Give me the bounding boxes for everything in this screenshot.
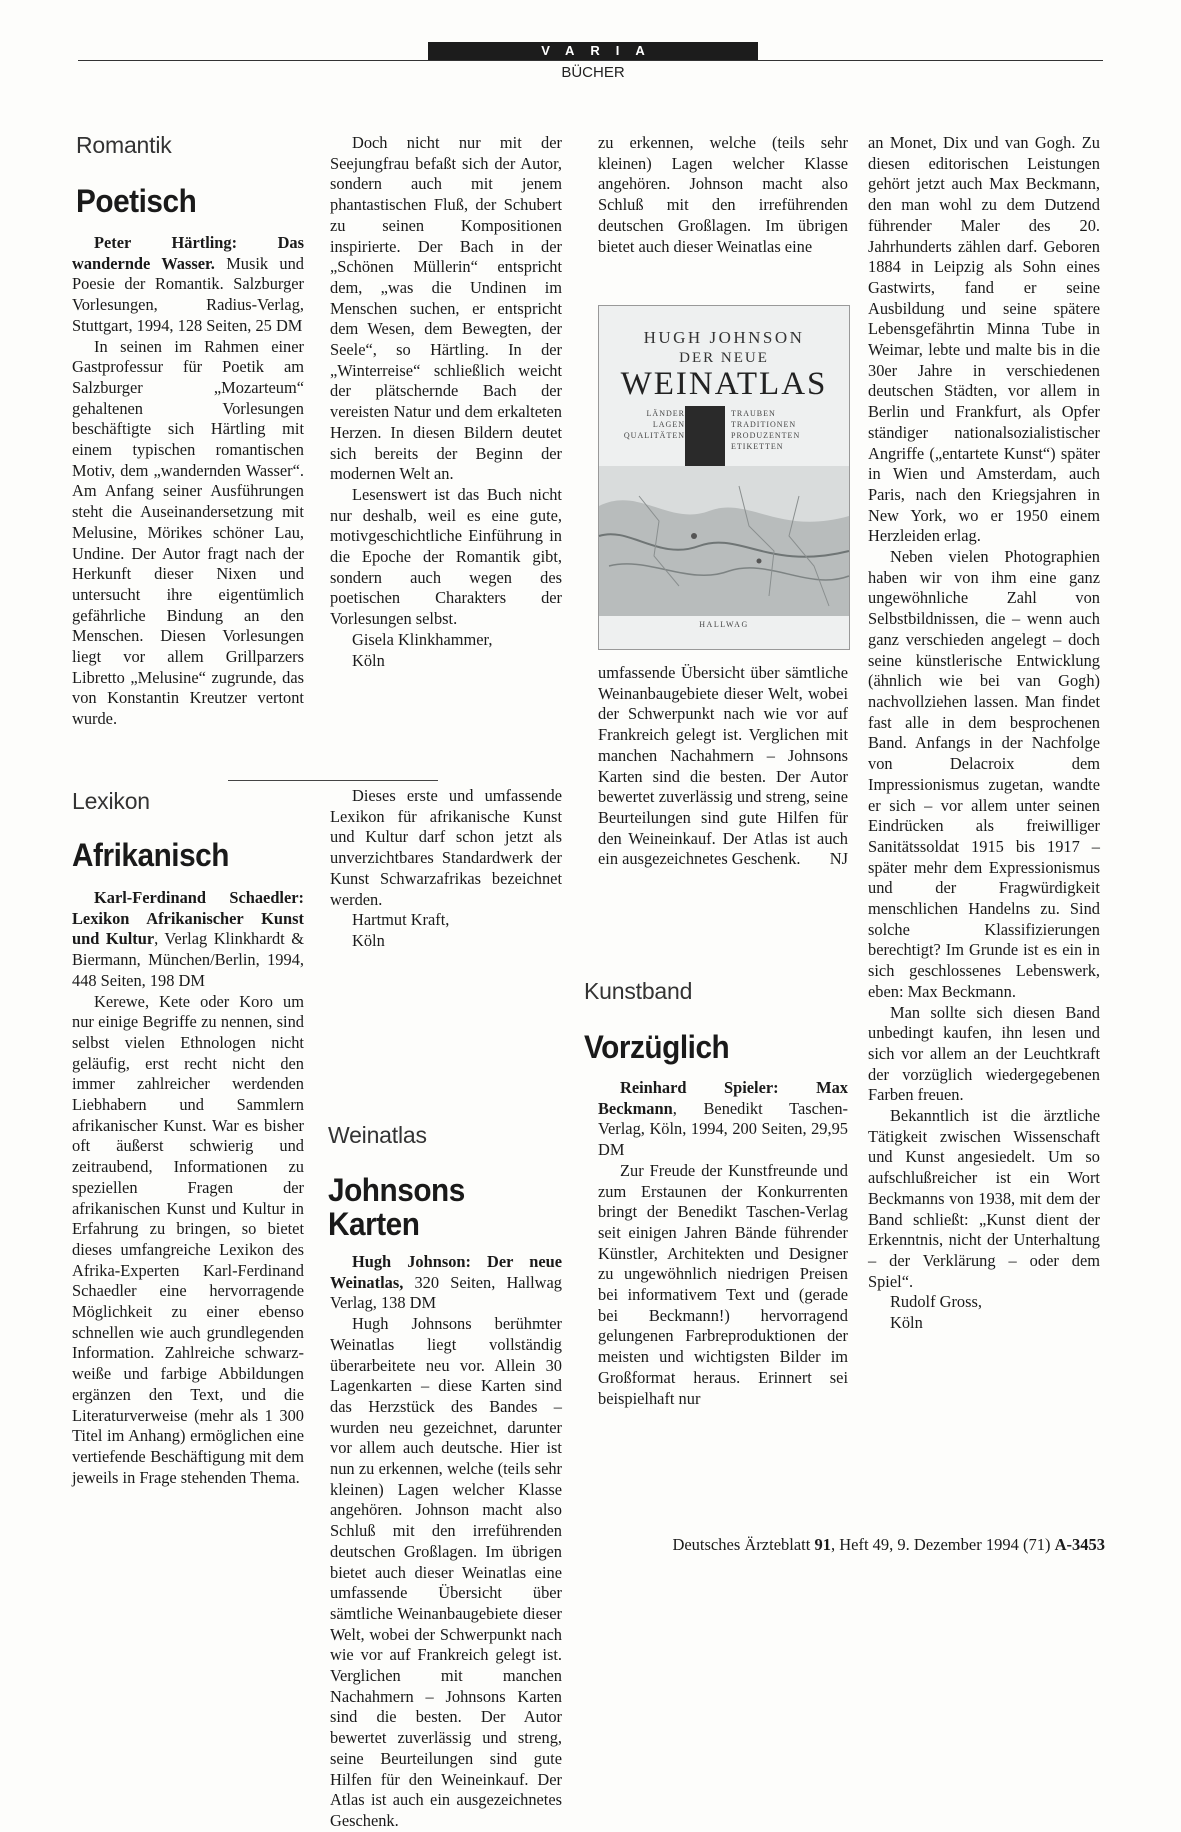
bibliography-weinatlas: Hugh Johnson: Der neue Weinatlas, 320 Seiten, Hallwag Verlag, 138 DM [330,1252,562,1313]
headline-poetisch: Poetisch [76,183,197,219]
author-signature: Hartmut Kraft, [352,910,450,930]
author-city: Köln [352,650,385,670]
author-city: Köln [890,1313,923,1333]
paragraph: Man sollte sich diesen Band unbedingt kaufen, ihn lesen und sich vor allem an der Leuchtkraft der vorzüglich wiedergegebenen Farben freuen. [868,1002,1100,1105]
paragraph: Zur Freude der Kunstfreunde und zum Erstaunen der Konkurrenten bringt der Benedikt Taschen-Verlag seit einigen Jahren Bände führender Künstler, Architekten und Designer zu ungewöhnlich niedrigen Preisen bei informativem Text und (gerade bei Beckmann!) hervorragend gelungenen Farbreproduktionen der meisten und wichtigsten Bilder im Großformat heraus. Erinnert sei beispielhaft nur [598,1160,848,1408]
subsection-label: BÜCHER [561,64,625,81]
review-romantik-col2 [330,133,562,748]
review-kunstband-col1 [598,1078,848,1498]
paragraph: Bekanntlich ist die ärztliche Tätigkeit zwischen Wissenschaft und Kunst angesiedelt. Um so aufschlußreicher ist ein Wort Beckmanns von 1938, mit dem der Band schließt: „Kunst dient der Erkenntnis, nicht der Unterhaltung – der Verklärung – oder dem Spiel“. [868,1106,1100,1291]
paragraph: Lesenswert ist das Buch nicht nur deshalb, weil es eine gute, motivgeschichtliche Einführung in die Epoche der Romantik gibt, sondern auch wegen des poetischen Charakters der Vorlesungen selbst. [330,484,562,629]
review-weinatlas-col2b [598,663,848,933]
paragraph: Kerewe, Kete oder Koro um nur einige Begriffe zu nennen, sind selbst vielen Ethnologen nicht geläufig, erst recht nicht den immer zahlreicher werdenden Liebhabern und Sammlern afrikanischer Kunst. War es bisher oft äußerst schwierig und zeitraubend, Informationen zu speziellen Fragen der afrikanischen Kunst und Kultur in Erfahrung zu bringen, so bietet dieses umfangreiche Lexikon des Afrika-Experten Karl-Ferdinand Schaedler eine hervorragende Möglichkeit zu einer ebenso schnellen wie auch grundlegenden Information. Zahlreiche schwarz-weiße und farbige Abbildungen ergänzen den Text, und die Literaturverweise (mehr als 1 300 Titel im Anhang) ermöglichen eine vertiefende Beschäftigung mit dem jeweils in Frage stehenden Thema. [72,991,304,1487]
kicker-romantik: Romantik [76,132,172,158]
cover-author: HUGH JOHNSON [643,328,805,347]
paragraph: Hugh Johnsons berühmter Weinatlas liegt vollständig überarbeitete neu vor. Allein 30 Lagenkarten – diese Karten sind das Herzstück des Bandes – wurden neu gezeichnet, darunter vor allem auch deutsche. Hier ist nun zu erkennen, welche (teils sehr kleinen) Lagen welcher Klasse angehören. Johnson macht also Schluß mit den irreführenden deutschen Großlagen. Im übrigen bietet auch dieser Weinatlas eine umfassende Übersicht über sämtliche Weinanbaugebiete dieser Welt, wobei der Schwerpunkt nach wie vor auf Frankreich gelegt ist. Verglichen mit manchen Nachahmern – Johnsons Karten sind die besten. Der Autor bewertet zuverlässig und streng, seine Beurteilungen sind gute Hilfen für den Weineinkauf. Der Atlas ist auch ein ausgezeichnetes Geschenk. [330,1314,562,1830]
paragraph: In seinen im Rahmen einer Gastprofessur für Poetik am Salzburger „Mozarteum“ gehaltenen Vorlesungen beschäftigte sich Härtling mit einem typischen romantischen Motiv, dem „wandernden Wasser“. Am Anfang seiner Ausführungen steht die Auseinandersetzung mit Melusine, Mörikes schöner Lau, Undine. Der Autor fragt nach der Herkunft dieser Nixen und untersucht ihre eigentümlich gefährliche Bindung an den Menschen. Diesen Vorlesungen liegt vor allem Grillparzers Libretto „Melusine“ zugrunde, das von Konstantin Kreutzer vertont wurde. [72,336,304,729]
cover-publisher: HALLWAG [699,620,749,629]
separator-rule [228,780,438,781]
author-signature: Rudolf Gross, [890,1292,982,1312]
cover-subtitle: DER NEUE [679,350,769,366]
header-rule [78,60,1103,61]
kicker-weinatlas: Weinatlas [328,1122,427,1148]
paragraph: Doch nicht nur mit der Seejungfrau befaßt sich der Autor, sondern auch mit jenem phantastischen Fluß, der Schubert zu seinen Kompositionen inspirierte. Der Bach in der „Schönen Müllerin“ entspricht dem, „was die Undinen im Menschen suchen, er entspricht dem Wesen, dem Bewegten, der Seele“, so Härtling. In der „Winterreise“ schließlich weicht der plätschernde Bach der vereisten Natur und dem erkalteten Herzen. In diesen Bildern deutet sich bereits der Beginn der modernen Welt an. [330,133,562,484]
review-weinatlas-col1 [330,1252,562,1830]
review-kunstband-col2 [868,133,1100,1488]
review-lexikon-col2 [330,786,562,1086]
kicker-lexikon: Lexikon [72,788,150,814]
headline-johnsons: Johnsons [328,1172,465,1208]
review-lexikon-col1 [72,888,304,1488]
paragraph: Dieses erste und umfassende Lexikon für afrikanische Kunst und Kultur darf schon jetzt als unverzichtbares Standardwerk der Kunst Schwarzafrikas bezeichnet werden. [330,786,562,909]
paragraph-continued: umfassende Übersicht über sämtliche Weinanbaugebiete dieser Welt, wobei der Schwerpunkt nach wie vor auf Frankreich gelegt ist. Verglichen mit manchen Nachahmern – Johnsons Karten sind die besten. Der Autor bewertet zuverlässig und streng, seine Beurteilungen sind gute Hilfen für den Weineinkauf. Der Atlas ist auch ein ausgezeichnetes Geschenk. NJ [598,663,848,869]
paragraph: Neben vielen Photographien haben wir von ihm eine ganz ungewöhnliche Zahl von Selbstbildnissen, die – wenn auch ganz verschieden angelegt – doch seine künstlerische Entwicklung (ähnlich wie bei van Gogh) nachvollziehen lassen. Man findet fast alle in dem besprochenen Band. Anfangs in der Nachfolge von Delacroix dem Impressionismus zugetan, wandte er sich – vor allem unter seinen Eindrücken als freiwilliger Sanitätssoldat 1915 bis 1917 – später mehr dem Expressionismus und der Fragwürdigkeit menschlichen Handelns zu. Sind solche Klassifizierungen berechtigt? Im Grunde ist es ein in sich geschlossenes Lebenswerk, eben: Max Beckmann. [868,547,1100,1001]
cover-title: WEINATLAS [620,366,828,402]
headline-vorzueglich: Vorzüglich [584,1029,730,1065]
bibliography-romantik: Peter Härtling: Das wandernde Wasser. Musik und Poesie der Romantik. Salzburger Vorlesungen, Radius-Verlag, Stuttgart, 1994, 128 Seiten, 25 DM [72,233,304,335]
cover-map-illustration [599,466,849,616]
cover-right-words: TRAUBEN TRADITIONEN PRODUZENTEN ETIKETTEN [731,409,801,451]
cover-left-words: LÄNDER LAGEN QUALITÄTEN [623,409,685,440]
bibliography-kunstband: Reinhard Spieler: Max Beckmann, Benedikt Taschen-Verlag, Köln, 1994, 200 Seiten, 29,95 DM [598,1078,848,1160]
author-signature: Gisela Klinkhammer, [352,629,493,649]
headline-karten: Karten [328,1206,420,1242]
paragraph-continued: an Monet, Dix und van Gogh. Zu diesen editorischen Leistungen gehört jetzt auch Max Beckmann, den man wohl zu dem Dutzend führender Maler des 20. Jahrhunderts zählen darf. Geboren 1884 in Leipzig als Sohn eines Gastwirts, fand er seine Ausbildung und seine spätere Lebensgefährtin Minna Tube in Weimar, lebte und malte bis in die 30er Jahre in verschiedenen deutschen Städten, vor allem in Berlin und Frankfurt, als Opfer ständiger nationalsozialistischer Angriffe („entartete Kunst“) später in Wien und Amsterdam, auch Paris, nach den Kriegsjahren in New York, wo er 1950 einem Herzleiden erlag. [868,133,1100,546]
headline-afrikanisch: Afrikanisch [72,837,229,873]
page-footer: Deutsches Ärzteblatt 91, Heft 49, 9. Dezember 1994 (71) A-3453 [672,1535,1105,1554]
review-romantik-col1 [72,233,304,753]
kicker-kunstband: Kunstband [584,978,693,1004]
section-label: VARIA [428,42,758,60]
paragraph-continued: zu erkennen, welche (teils sehr kleinen) Lagen welcher Klasse angehören. Johnson macht also Schluß mit den irreführenden deutschen Großlagen. Im übrigen bietet auch dieser Weinatlas eine [598,133,848,256]
author-initials: NJ [829,849,848,869]
review-weinatlas-col2a [598,133,848,283]
bibliography-lexikon: Karl-Ferdinand Schaedler: Lexikon Afrikanischer Kunst und Kultur, Verlag Klinkhardt & Biermann, München/Berlin, 1994, 448 Seiten, 198 DM [72,888,304,990]
book-cover-weinatlas [598,305,850,650]
author-city: Köln [352,930,385,950]
